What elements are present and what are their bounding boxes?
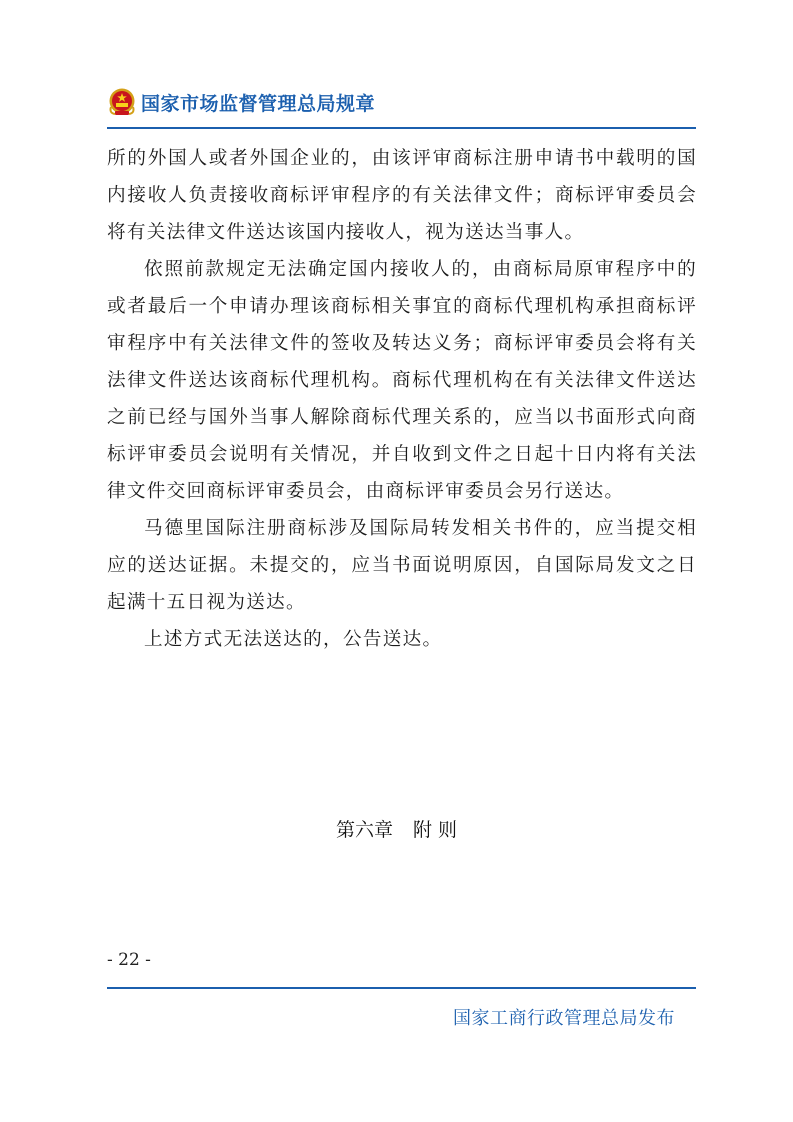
page-header	[107, 80, 697, 124]
footer-publisher: 国家工商行政管理总局发布	[453, 1008, 675, 1029]
paragraph-continuation: 所的外国人或者外国企业的，由该评审商标注册申请书中载明的国内接收人负责接收商标评审程序的有关法律文件；商标评审委员会将有关法律文件送达该国内接收人，视为送达当事人。	[107, 148, 697, 243]
chapter-title: 附 则	[412, 819, 458, 841]
document-body	[107, 140, 697, 658]
chapter-number: 第六章	[335, 819, 393, 841]
paragraph: 依照前款规定无法确定国内接收人的，由商标局原审程序中的或者最后一个申请办理该商标相关事宜的商标代理机构承担商标评审程序中有关法律文件的签收及转达义务；商标评审委员会将有关法律文件送达该商标代理机构。商标代理机构在有关法律文件送达之前已经与国外当事人解除商标代理关系的，应当以书面形式向商标评审委员会说明有关情况，并自收到文件之日起十日内将有关法律文件交回商标评审委员会，由商标评审委员会另行送达。	[107, 259, 697, 502]
paragraph: 马德里国际注册商标涉及国际局转发相关书件的，应当提交相应的送达证据。未提交的，应当书面说明原因，自国际局发文之日起满十五日视为送达。	[107, 518, 697, 613]
header-divider	[107, 127, 696, 129]
national-emblem-icon	[107, 87, 137, 117]
header-title: 国家市场监督管理总局规章	[141, 92, 376, 115]
page-number: - 22 -	[107, 950, 151, 970]
footer-divider	[107, 987, 696, 989]
paragraph: 上述方式无法送达的，公告送达。	[144, 629, 443, 650]
chapter-heading	[0, 815, 793, 842]
